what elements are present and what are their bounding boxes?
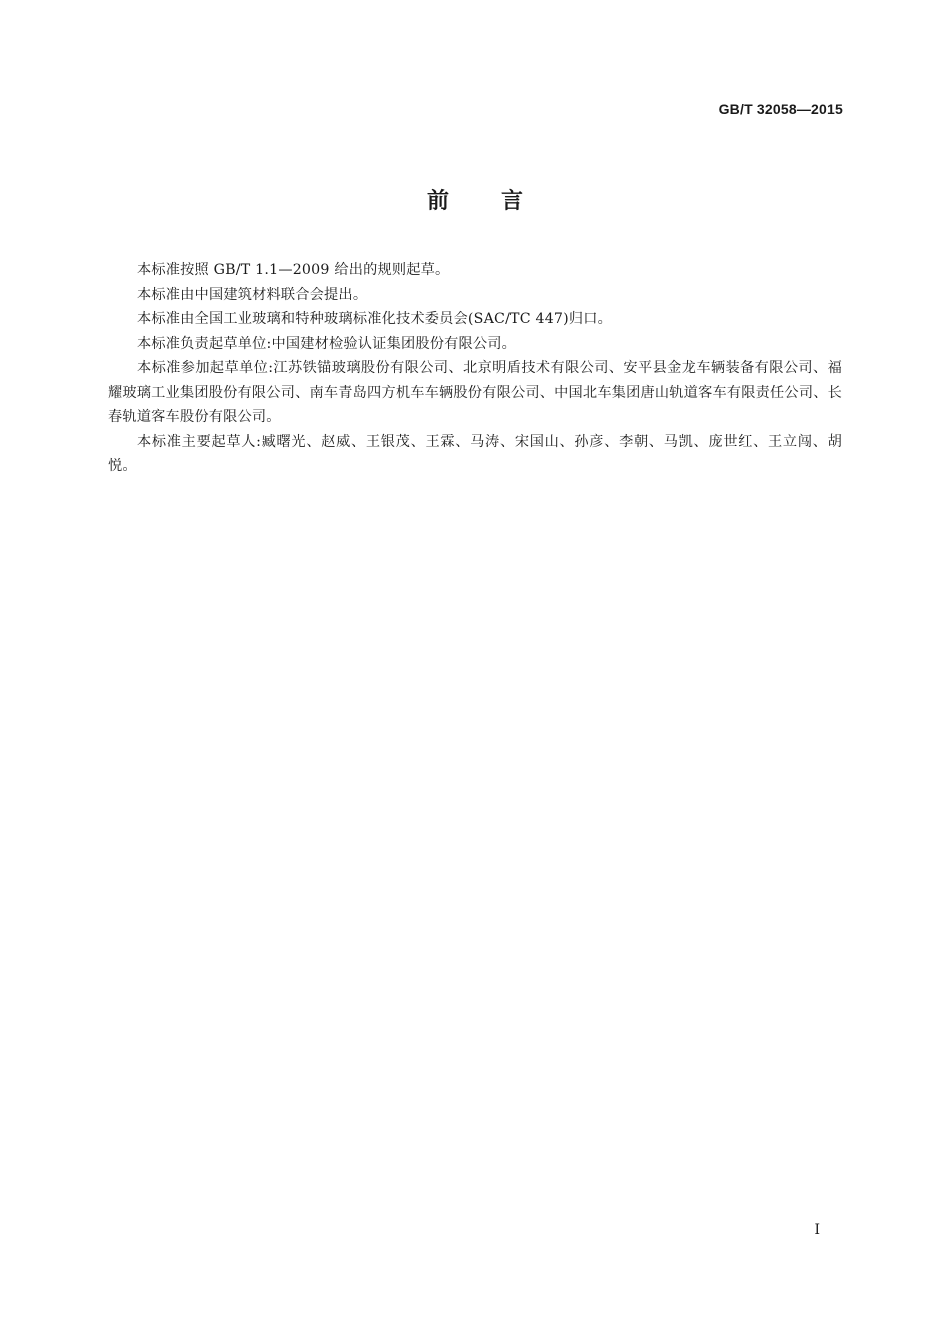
page-title	[0, 184, 950, 215]
paragraph-lead-drafter: 本标准负责起草单位:中国建材检验认证集团股份有限公司。	[137, 335, 517, 352]
paragraph-participating-units: 本标准参加起草单位:江苏铁锚玻璃股份有限公司、北京明盾技术有限公司、安平县金龙车辆装备有限公司、福耀玻璃工业集团股份有限公司、南车青岛四方机车车辆股份有限公司、中国北车集团唐山轨道客车有限责任公司、长春轨道客车股份有限公司。	[108, 360, 842, 425]
page-number: I	[814, 1222, 820, 1238]
paragraph-proposer: 本标准由中国建筑材料联合会提出。	[137, 286, 368, 303]
paragraph-administrator: 本标准由全国工业玻璃和特种玻璃标准化技术委员会(SAC/TC 447)归口。	[137, 311, 613, 327]
paragraph-main-drafters: 本标准主要起草人:臧曙光、赵威、王银茂、王霖、马涛、宋国山、孙彦、李朝、马凯、庞世红、王立闯、胡悦。	[108, 433, 842, 474]
standard-code: GB/T 32058—2015	[718, 101, 843, 117]
title-char-2: 言	[501, 189, 524, 214]
foreword-body	[108, 258, 842, 479]
paragraph-drafting-rules: 本标准按照 GB/T 1.1—2009 给出的规则起草。	[137, 262, 450, 278]
title-char-1: 前	[426, 189, 449, 214]
